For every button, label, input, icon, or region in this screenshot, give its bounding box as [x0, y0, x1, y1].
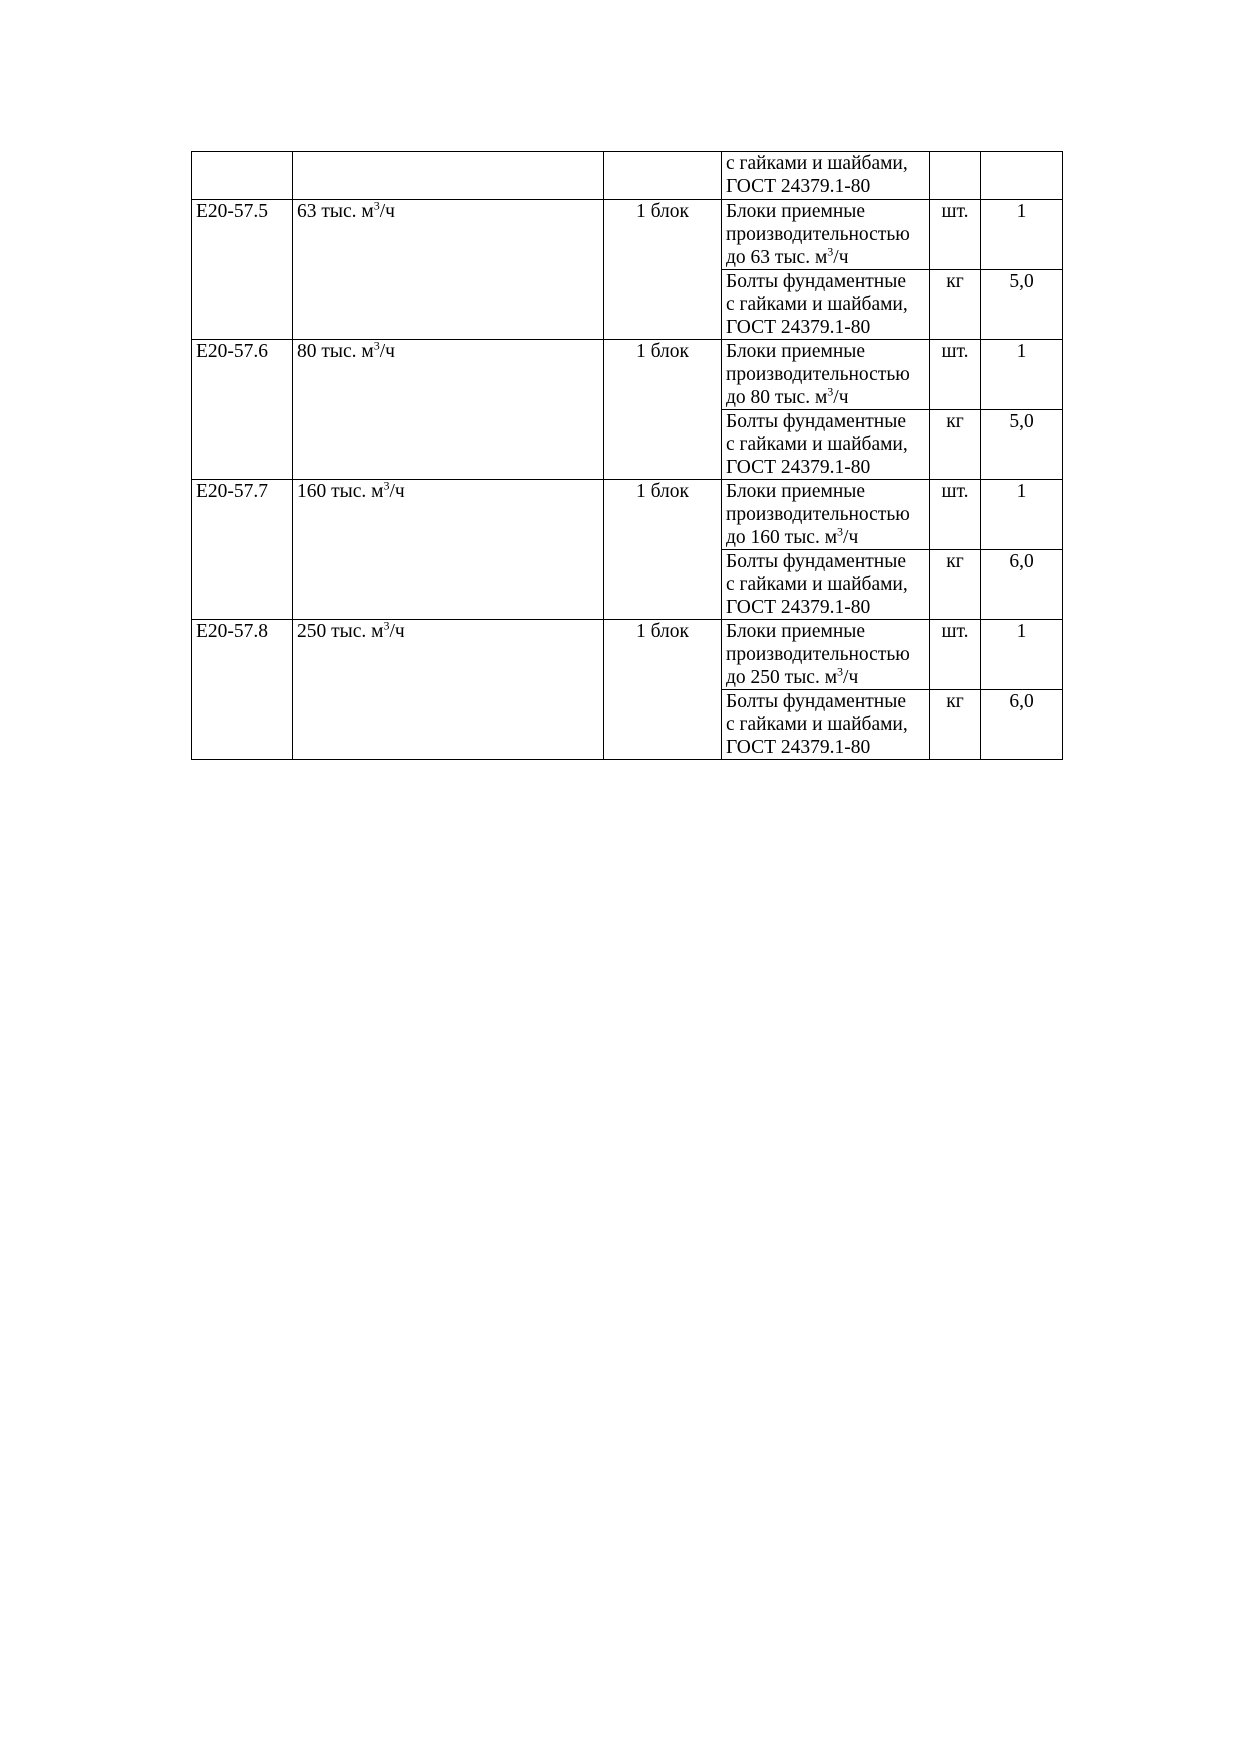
unit-cell: шт.: [930, 480, 981, 550]
code-cell: Е20-57.8: [192, 620, 293, 760]
meter-cell-empty: [604, 152, 722, 200]
qty-cell: 6,0: [981, 690, 1063, 760]
resource-cell: Блоки приемные производительностью до 80 тыс. $м^3/ч$: [722, 340, 930, 410]
resource-line: ГОСТ 24379.1-80: [726, 176, 871, 197]
resource-cell: Болты фундаментные с гайками и шайбами, ГОСТ 24379.1-80: [722, 550, 930, 620]
code-cell: Е20-57.7: [192, 480, 293, 620]
unit-cell: кг: [930, 270, 981, 340]
qty-cell: 5,0: [981, 270, 1063, 340]
table-row: [192, 620, 1063, 690]
table-row: [192, 200, 1063, 270]
unit-cell: шт.: [930, 200, 981, 270]
meter-cell: 1 блок: [604, 200, 722, 340]
meter-cell: 1 блок: [604, 620, 722, 760]
name-cell-empty: [293, 152, 604, 200]
table-row: [192, 480, 1063, 550]
qty-cell: 1: [981, 340, 1063, 410]
resource-line: с гайками и шайбами,: [726, 153, 908, 174]
meter-cell: 1 блок: [604, 340, 722, 480]
qty-cell: 1: [981, 480, 1063, 550]
unit-cell-empty: [930, 152, 981, 200]
qty-cell-empty: [981, 152, 1063, 200]
code-cell: Е20-57.6: [192, 340, 293, 480]
unit-cell: кг: [930, 410, 981, 480]
name-cell: 63 тыс. $м^3/ч$: [293, 200, 604, 340]
resource-cell: Болты фундаментные с гайками и шайбами, ГОСТ 24379.1-80: [722, 690, 930, 760]
qty-cell: 5,0: [981, 410, 1063, 480]
resource-cell: Блоки приемные производительностью до 160 тыс. $м^3/ч$: [722, 480, 930, 550]
norms-table: [191, 151, 1063, 760]
resource-cell: Болты фундаментные с гайками и шайбами, ГОСТ 24379.1-80: [722, 410, 930, 480]
meter-cell: 1 блок: [604, 480, 722, 620]
continuation-row: [192, 152, 1063, 200]
qty-cell: 6,0: [981, 550, 1063, 620]
name-cell: 80 тыс. $м^3/ч$: [293, 340, 604, 480]
name-cell: 160 тыс. $м^3/ч$: [293, 480, 604, 620]
resource-cell: Блоки приемные производительностью до 250 тыс. $м^3/ч$: [722, 620, 930, 690]
table-row: [192, 340, 1063, 410]
qty-cell: 1: [981, 200, 1063, 270]
unit-cell: шт.: [930, 340, 981, 410]
unit-cell: кг: [930, 690, 981, 760]
code-cell: Е20-57.5: [192, 200, 293, 340]
unit-cell: кг: [930, 550, 981, 620]
resource-cell: [722, 152, 930, 200]
resource-cell: Болты фундаментные с гайками и шайбами, ГОСТ 24379.1-80: [722, 270, 930, 340]
resource-cell: Блоки приемные производительностью до 63 тыс. $м^3/ч$: [722, 200, 930, 270]
unit-cell: шт.: [930, 620, 981, 690]
name-cell: 250 тыс. $м^3/ч$: [293, 620, 604, 760]
code-cell-empty: [192, 152, 293, 200]
qty-cell: 1: [981, 620, 1063, 690]
